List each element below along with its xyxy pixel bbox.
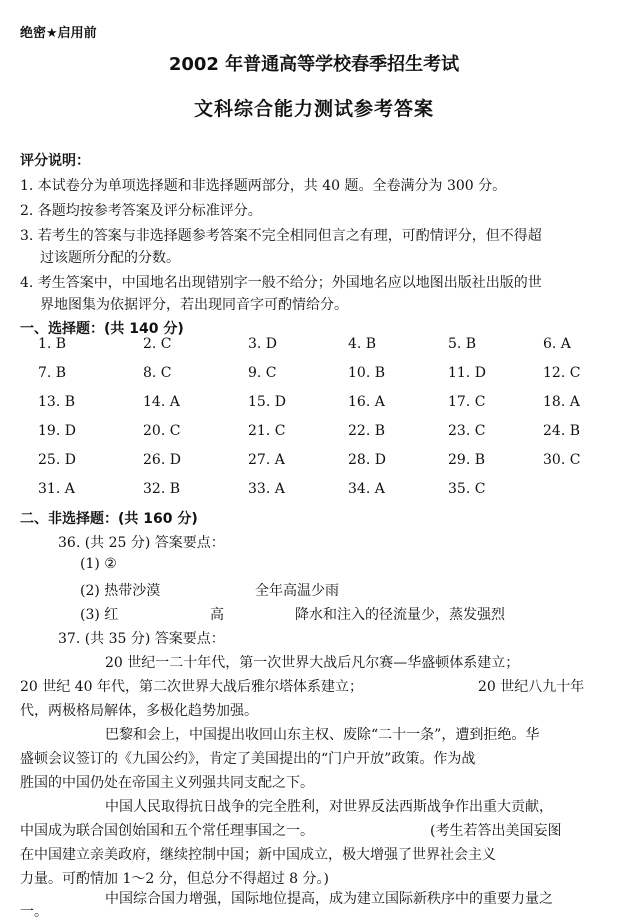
answer-row: [38, 336, 598, 365]
q36-answer-3-label: (3) 红: [80, 607, 119, 623]
answer-cell: 32. B: [143, 481, 181, 497]
grading-item-continued: 界地图集为依据评分，若出现同音字可酌情给分。: [40, 297, 348, 313]
answer-cell: 11. D: [448, 365, 486, 381]
q37-line: 一。: [20, 904, 48, 920]
section-nonchoice-heading: 二、非选择题：(共 160 分): [20, 511, 198, 527]
grading-item: 2. 各题均按参考答案及评分标准评分。: [20, 203, 262, 219]
answer-row: [38, 423, 598, 452]
section-choice-heading: 一、选择题：(共 140 分): [20, 321, 184, 337]
q36-answer-2-value: 全年高温少雨: [255, 583, 339, 599]
answer-cell: 12. C: [543, 365, 581, 381]
q37-line: 代，两极格局解体，多极化趋势加强。: [20, 703, 258, 719]
q36-answer-3-mid: 高: [210, 607, 224, 623]
answer-cell: 15. D: [248, 394, 286, 410]
q37-line: 力量。可酌情加 1～2 分，但总分不得超过 8 分。): [20, 871, 329, 887]
q37-line: 中国综合国力增强，国际地位提高，成为建立国际新秩序中的重要力量之: [105, 891, 553, 907]
answer-cell: 26. D: [143, 452, 181, 468]
answer-cell: 18. A: [543, 394, 580, 410]
answer-key-title: 文科综合能力测试参考答案: [193, 98, 434, 120]
answer-cell: 20. C: [143, 423, 181, 439]
q36-answer-1: (1) ②: [80, 556, 117, 572]
q36-answer-3-value: 降水和注入的径流量少，蒸发强烈: [295, 607, 505, 623]
q37-line: 在中国建立亲美政府，继续控制中国；新中国成立，极大增强了世界社会主义: [20, 847, 496, 863]
answer-cell: 9. C: [248, 365, 277, 381]
answer-cell: 3. D: [248, 336, 278, 352]
answer-cell: 21. C: [248, 423, 286, 439]
answer-row: [38, 365, 598, 394]
answer-cell: 27. A: [248, 452, 285, 468]
answer-cell: 19. D: [38, 423, 76, 439]
q37-line: 巴黎和会上，中国提出收回山东主权、废除“二十一条”，遭到拒绝。华: [105, 727, 540, 743]
answer-cell: 7. B: [38, 365, 67, 381]
answer-cell: 23. C: [448, 423, 486, 439]
q37-line: 中国成为联合国创始国和五个常任理事国之一。: [20, 823, 314, 839]
grading-heading: 评分说明：: [20, 153, 90, 169]
answer-row: [38, 481, 598, 510]
answer-cell: 14. A: [143, 394, 180, 410]
answer-cell: 29. B: [448, 452, 486, 468]
q36-heading: 36. (共 25 分) 答案要点：: [58, 535, 225, 551]
answer-cell: 34. A: [348, 481, 385, 497]
q37-line: 胜国的中国仍处在帝国主义列强共同支配之下。: [20, 775, 314, 791]
answer-cell: 17. C: [448, 394, 486, 410]
answer-cell: 1. B: [38, 336, 67, 352]
answer-cell: 2. C: [143, 336, 172, 352]
answer-cell: 22. B: [348, 423, 386, 439]
exam-title: 2002 年普通高等学校春季招生考试: [168, 54, 460, 75]
answer-cell: 4. B: [348, 336, 377, 352]
grading-item: 1. 本试卷分为单项选择题和非选择题两部分，共 40 题。全卷满分为 300 分。: [20, 178, 507, 194]
grading-item: 3. 若考生的答案与非选择题参考答案不完全相同但言之有理，可酌情评分，但不得超: [20, 228, 542, 244]
answer-cell: 8. C: [143, 365, 172, 381]
answer-row: [38, 394, 598, 423]
q37-line: 20 世纪 40 年代，第二次世界大战后雅尔塔体系建立；: [20, 679, 363, 695]
answer-cell: 33. A: [248, 481, 285, 497]
answer-cell: 31. A: [38, 481, 75, 497]
answer-cell: 10. B: [348, 365, 386, 381]
grading-item: 4. 考生答案中，中国地名出现错别字一般不给分；外国地名应以地图出版社出版的世: [20, 275, 542, 291]
q37-line: 20 世纪一二十年代，第一次世界大战后凡尔赛—华盛顿体系建立；: [105, 655, 520, 671]
answer-cell: 5. B: [448, 336, 477, 352]
answer-cell: 35. C: [448, 481, 486, 497]
answer-cell: 13. B: [38, 394, 76, 410]
q37-heading: 37. (共 35 分) 答案要点：: [58, 631, 225, 647]
answer-cell: 24. B: [543, 423, 581, 439]
answer-cell: 28. D: [348, 452, 386, 468]
confidential-label: 绝密★启用前: [20, 26, 97, 41]
q36-answer-2-label: (2) 热带沙漠: [80, 583, 161, 599]
answer-cell: 30. C: [543, 452, 581, 468]
answer-cell: 16. A: [348, 394, 385, 410]
q37-line: 20 世纪八九十年: [478, 679, 585, 695]
answer-grid: [38, 336, 598, 510]
q37-line: 盛顿会议签订的《九国公约》，肯定了美国提出的“门户开放”政策。作为战: [20, 751, 476, 767]
q37-line: (考生若答出美国妄图: [430, 823, 562, 839]
answer-cell: 6. A: [543, 336, 571, 352]
answer-cell: 25. D: [38, 452, 76, 468]
grading-item-continued: 过该题所分配的分数。: [40, 250, 180, 266]
q37-line: 中国人民取得抗日战争的完全胜利，对世界反法西斯战争作出重大贡献，: [105, 799, 553, 815]
answer-row: [38, 452, 598, 481]
